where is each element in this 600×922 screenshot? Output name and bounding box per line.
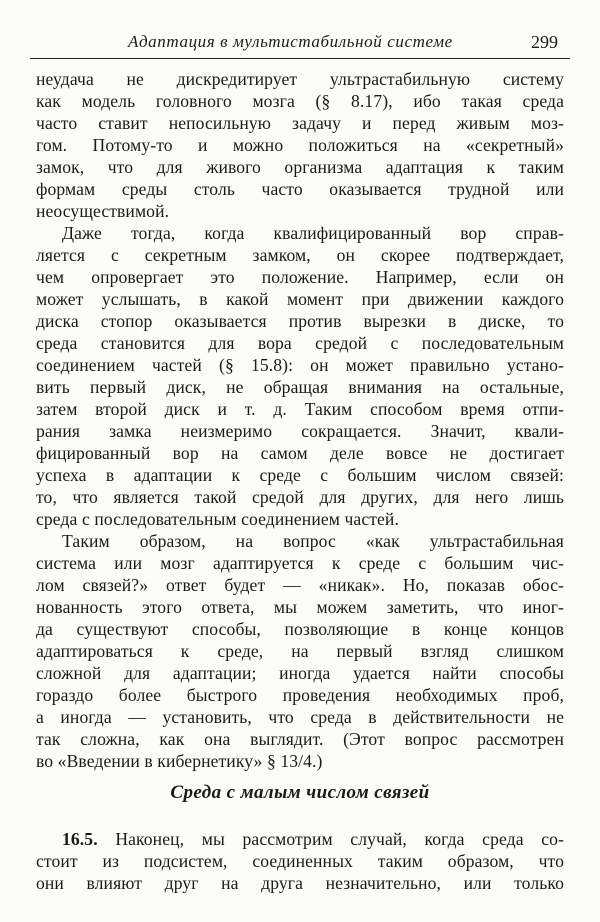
text-line: нованность этого ответа, мы можем заметить, что иног- — [36, 597, 564, 617]
section-heading: Среда с малым числом связей — [170, 782, 430, 803]
text-line: формам среды столь часто оказывается трудной или — [36, 179, 564, 199]
text-line: замок, что для живого организма адаптация к таким — [36, 157, 564, 177]
text-line: система или мозг адаптируется к среде с большим чис- — [36, 553, 564, 573]
text-line: неудача не дискредитирует ультрастабильную систему — [36, 69, 564, 89]
text-line: стоит из подсистем, соединенных таким образом, что — [36, 851, 564, 871]
text-line: гом. Потому-то и можно положиться на «секретный» — [36, 135, 564, 155]
text-line: чем опровергает это положение. Например, если он — [36, 267, 564, 287]
text-line: Даже тогда, когда квалифицированный вор справ- — [62, 223, 564, 243]
text-line: среда становится для вора средой с последовательным — [36, 333, 564, 353]
text-line: среда с последовательным соединением частей. — [36, 509, 399, 529]
text-line: рания замка неизмеримо сокращается. Значит, квали- — [36, 421, 564, 441]
page-number: 299 — [531, 32, 558, 52]
text-line: ляется с секретным замком, он скорее подтверждает, — [36, 245, 564, 265]
text-line: сложной для адаптации; иногда удается найти способы — [36, 663, 564, 683]
text-line: адаптироваться к среде, на первый взгляд слишком — [36, 641, 564, 661]
text-line: лом связей?» ответ будет — «никак». Но, показав обос- — [36, 575, 564, 595]
text-line: затем второй диск и т. д. Таким способом время отпи- — [36, 399, 564, 419]
text-line: во «Введении в кибернетику» § 13/4.) — [36, 751, 323, 771]
text-line: может услышать, в какой момент при движении каждого — [36, 289, 564, 309]
text-line: вить первый диск, не обращая внимания на остальные, — [36, 377, 564, 397]
text-line: диска стопор оказывается против вырезки в диске, то — [36, 311, 564, 331]
text-line: Наконец, мы рассмотрим случай, когда среда со- — [115, 829, 564, 849]
page-header — [30, 30, 570, 58]
text-line: как модель головного мозга (§ 8.17), ибо такая среда — [36, 91, 564, 111]
text-line-with-section-number — [62, 828, 564, 850]
header-rule — [30, 58, 570, 59]
text-line: неосуществимой. — [36, 201, 170, 221]
section-number: 16.5. — [62, 829, 98, 849]
text-line: то, что является такой средой для других, для него лишь — [36, 487, 564, 507]
text-line: Таким образом, на вопрос «как ультрастабильная — [62, 531, 564, 551]
text-line: соединением частей (§ 15.8): он может правильно устано- — [36, 355, 564, 375]
text-line: фицированный вор на самом деле вовсе не достигает — [36, 443, 564, 463]
text-line: а иногда — установить, что среда в действительности не — [36, 707, 564, 727]
running-title: Адаптация в мультистабильной системе — [128, 32, 453, 51]
text-line: так сложна, как она выглядит. (Этот вопрос рассмотрен — [36, 729, 564, 749]
text-line: да существуют способы, позволяющие в конце концов — [36, 619, 564, 639]
text-line: они влияют друг на друга незначительно, или только — [36, 873, 564, 893]
text-line: часто ставит непосильную задачу и перед живым моз- — [36, 113, 564, 133]
text-line: успеха в адаптации к среде с большим числом связей: — [36, 465, 564, 485]
text-line: гораздо более быстрого проведения необходимых проб, — [36, 685, 564, 705]
